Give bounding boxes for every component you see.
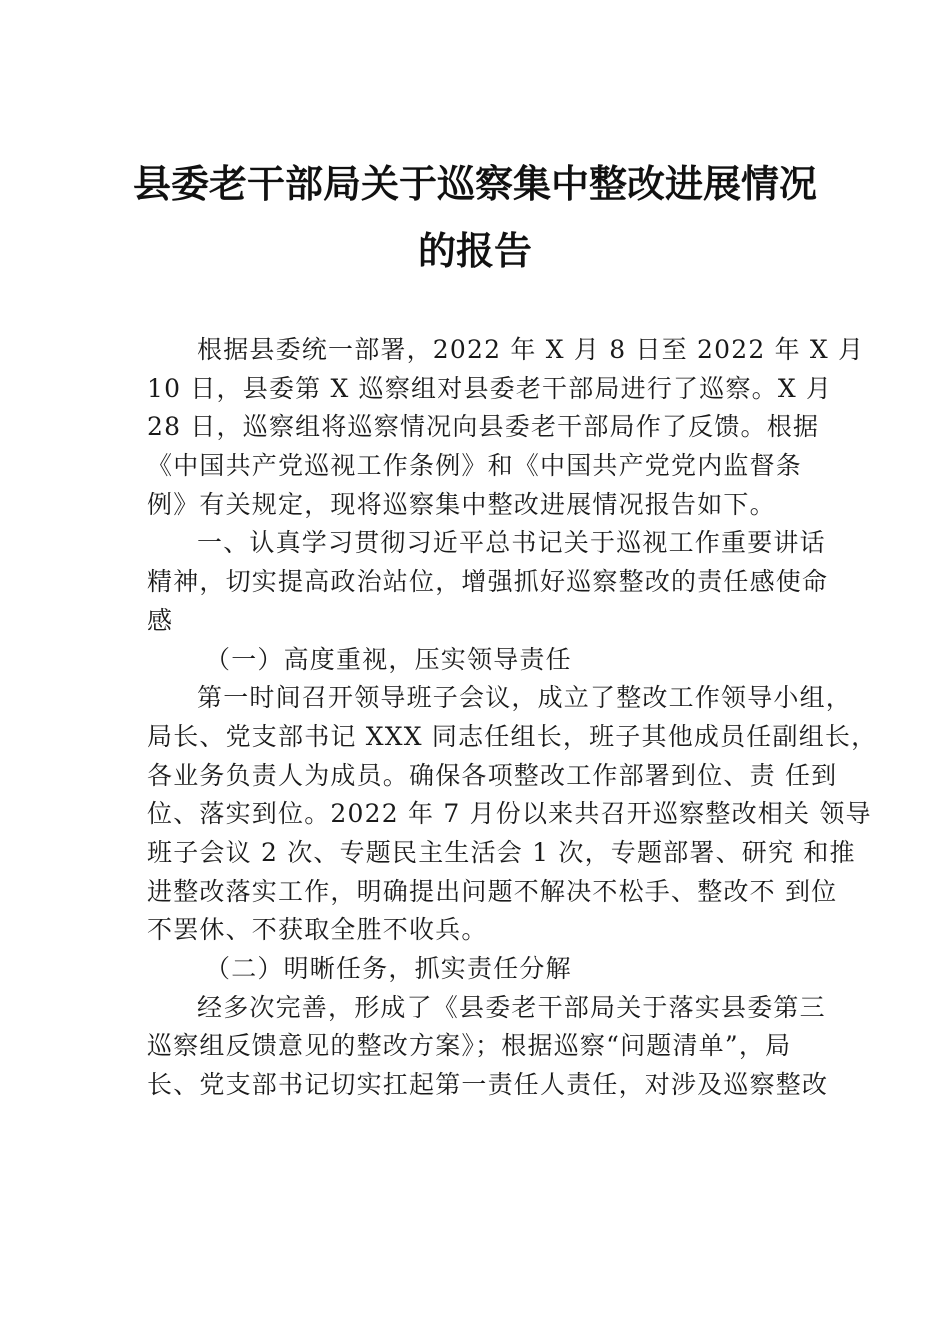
- paragraph-line: 根据县委统一部署，2022 年 X 月 8 日至 2022 年 X 月: [197, 335, 865, 364]
- section-heading-line: 一、认真学习贯彻习近平总书记关于巡视工作重要讲话: [197, 528, 826, 558]
- paragraph-line: 28 日，巡察组将巡察情况向县委老干部局作了反馈。根据: [147, 412, 820, 442]
- paragraph-line: 第一时间召开领导班子会议，成立了整改工作领导小组，: [197, 683, 853, 713]
- paragraph-line: 各业务负责人为成员。确保各项整改工作部署到位、责 任到: [147, 760, 838, 790]
- paragraph-line: 长、党支部书记切实扛起第一责任人责任，对涉及巡察整改: [147, 1070, 829, 1100]
- section-heading-line: 感: [147, 605, 174, 635]
- paragraph-line: 班子会议 2 次、专题民主生活会 1 次，专题部署、研究 和推: [147, 837, 856, 867]
- subsection-heading: （二）明晰任务，抓实责任分解: [205, 954, 572, 983]
- paragraph-line: 《中国共产党巡视工作条例》和《中国共产党党内监督条: [147, 451, 803, 481]
- document-body: [147, 331, 878, 1105]
- paragraph-line: 进整改落实工作，明确提出问题不解决不松手、整改不 到位: [147, 876, 838, 906]
- document-title-line-2: 的报告: [417, 228, 532, 273]
- paragraph-line: 巡察组反馈意见的整改方案》；根据巡察“问题清单”，局: [147, 1031, 792, 1061]
- paragraph-line: 不罢休、不获取全胜不收兵。: [147, 915, 488, 945]
- subsection-heading: （一）高度重视，压实领导责任: [205, 644, 572, 674]
- section-heading-line: 精神，切实提高政治站位，增强抓好巡察整改的责任感使命: [147, 567, 829, 597]
- paragraph-line: 位、落实到位。2022 年 7 月份以来共召开巡察整改相关 领导: [147, 799, 872, 829]
- document-title-line-1: 县委老干部局关于巡察集中整改进展情况: [132, 161, 817, 206]
- paragraph-line: 10 日，县委第 X 巡察组对县委老干部局进行了巡察。X 月: [147, 373, 833, 403]
- paragraph-line: 例》有关规定，现将巡察集中整改进展情况报告如下。: [147, 489, 776, 519]
- paragraph-line: 经多次完善，形成了《县委老干部局关于落实县委第三: [197, 992, 826, 1022]
- paragraph-line: 局长、党支部书记 XXX 同志任组长，班子其他成员任副组长，: [147, 721, 878, 751]
